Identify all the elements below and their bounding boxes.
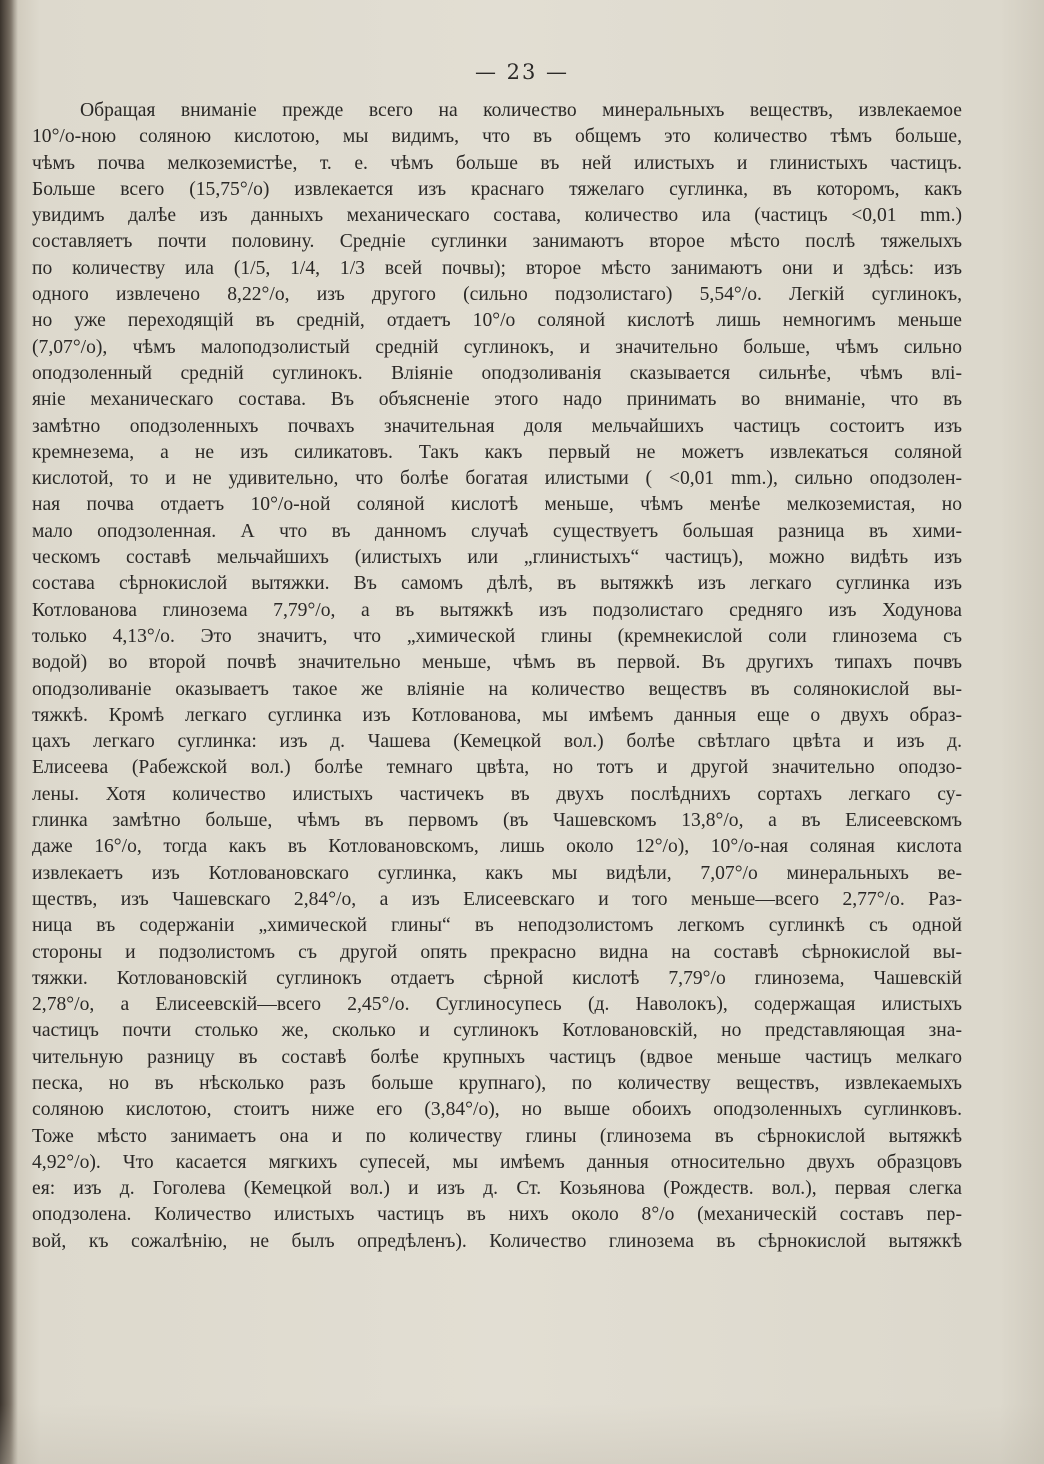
text-line: (7,07°/о), чѣмъ малоподзолистый средній суглинокъ, и значительно больше, чѣмъ сильно: [32, 336, 962, 358]
text-line: 4,92°/о). Что касается мягкихъ супесей, мы имѣемъ данныя относительно двухъ образцовъ: [32, 1151, 962, 1173]
text-line: оподзоленный средній суглинокъ. Вліяніе оподзоливанія сказывается сильнѣе, чѣмъ влі-: [32, 362, 962, 384]
text-line: цахъ легкаго суглинка: изъ д. Чашева (Кемецкой вол.) болѣе свѣтлаго цвѣта и изъ д.: [32, 731, 962, 753]
text-line: кремнезема, а не изъ силикатовъ. Такъ какъ первый не можетъ извлекаться соляной: [32, 441, 962, 463]
text-line: глинка замѣтно больше, чѣмъ въ первомъ (въ Чашевскомъ 13,8°/о, а въ Елисеевскомъ: [32, 810, 962, 832]
page-bottom-shading: [0, 1404, 1044, 1464]
text-line: чительную разницу въ составѣ болѣе крупныхъ частицъ (вдвое меньше частицъ мелкаго: [32, 1046, 962, 1068]
text-line: вой, къ сожалѣнію, не былъ опредѣленъ). Количество глинозема въ сѣрнокислой вытяжкѣ: [32, 1230, 962, 1252]
text-line: песка, но въ нѣсколько разъ больше крупнаго), по количеству веществъ, извлекаемыхъ: [32, 1072, 962, 1094]
text-line: извлекаетъ изъ Котловановскаго суглинка, какъ мы видѣли, 7,07°/о минеральныхъ ве-: [32, 862, 962, 884]
text-line: ная почва отдаетъ 10°/о-ной соляной кислотѣ меньше, чѣмъ менѣе мелкоземистая, но: [32, 494, 962, 516]
text-line: ществъ, изъ Чашевскаго 2,84°/о, а изъ Елисеевскаго и того меньше—всего 2,77°/о. Раз-: [32, 888, 962, 910]
text-line: кислотой, то и не удивительно, что болѣе богатая илистыми ( <0,01 mm.), сильно оподзолен-: [32, 468, 962, 490]
text-line: мало оподзоленная. А что въ данномъ случаѣ существуетъ большая разница въ хими-: [32, 520, 962, 542]
text-line: стороны и подзолистомъ съ другой опять прекрасно видна на составѣ сѣрнокислой вы-: [32, 941, 962, 963]
text-line: ческомъ составѣ мельчайшихъ (илистыхъ или „глинистыхъ“ частицъ), можно видѣть изъ: [32, 547, 962, 569]
text-line: Обращая вниманіе прежде всего на количество минеральныхъ веществъ, извлекаемое: [80, 100, 962, 121]
text-line: составляетъ почти половину. Средніе суглинки занимаютъ второе мѣсто послѣ тяжелыхъ: [32, 231, 962, 253]
text-line: водой) во второй почвѣ значительно меньше, чѣмъ въ первой. Въ другихъ типахъ почвъ: [32, 652, 962, 674]
text-line: ея: изъ д. Гоголева (Кемецкой вол.) и изъ д. Ст. Козьянова (Рождеств. вол.), первая слегка: [32, 1178, 962, 1200]
page-number: — 23 —: [474, 60, 570, 84]
text-line: только 4,13°/о. Это значитъ, что „химической глины (кремнекислой соли глинозема съ: [32, 625, 962, 647]
text-line: Елисеева (Рабежской вол.) болѣе темнаго цвѣта, но тотъ и другой значительно оподзо-: [32, 757, 962, 779]
text-line: Котлованова глинозема 7,79°/о, а въ вытяжкѣ изъ подзолистаго средняго изъ Ходунова: [32, 599, 962, 621]
text-line: чѣмъ почва мелкоземистѣе, т. е. чѣмъ больше въ ней илистыхъ и глинистыхъ частицъ.: [32, 152, 962, 174]
text-line: оподзоливаніе оказываетъ такое же вліяніе на количество веществъ въ солянокислой вы-: [32, 678, 962, 700]
text-line: ница въ содержаніи „химической глины“ въ неподзолистомъ легкомъ суглинкѣ съ одной: [32, 915, 962, 937]
text-line: но уже переходящій въ средній, отдаетъ 10°/о соляной кислотѣ лишь немногимъ меньше: [32, 310, 962, 332]
text-line: 2,78°/о, а Елисеевскій—всего 2,45°/о. Суглиносупесь (д. Наволокъ), содержащая илистыхъ: [32, 994, 962, 1016]
text-line: оподзолена. Количество илистыхъ частицъ въ нихъ около 8°/о (механическій составъ пер-: [32, 1204, 962, 1226]
text-line: замѣтно оподзоленныхъ почвахъ значительная доля мельчайшихъ частицъ состоитъ изъ: [32, 415, 962, 437]
text-line: Больше всего (15,75°/о) извлекается изъ краснаго тяжелаго суглинка, въ которомъ, какъ: [32, 178, 962, 200]
text-line: по количеству ила (1/5, 1/4, 1/3 всей почвы); второе мѣсто занимаютъ они и здѣсь: изъ: [32, 257, 962, 279]
page-spine-shadow: [0, 0, 18, 1464]
text-line: 10°/о-ною соляною кислотою, мы видимъ, что въ общемъ это количество тѣмъ больше,: [32, 126, 962, 148]
text-line: соляною кислотою, стоитъ ниже его (3,84°/о), но выше обоихъ оподзоленныхъ суглинковъ.: [32, 1099, 962, 1121]
text-line: одного извлечено 8,22°/о, изъ другого (сильно подзолистаго) 5,54°/о. Легкій суглинокъ,: [32, 284, 962, 306]
body-paragraph: [32, 98, 962, 1255]
text-line: состава сѣрнокислой вытяжки. Въ самомъ дѣлѣ, въ вытяжкѣ изъ легкаго суглинка изъ: [32, 573, 962, 595]
text-line: лены. Хотя количество илистыхъ частичекъ въ двухъ послѣднихъ сортахъ легкаго су-: [32, 783, 962, 805]
text-line: тяжкѣ. Кромѣ легкаго суглинка изъ Котлованова, мы имѣемъ данныя еще о двухъ образ-: [32, 704, 962, 726]
text-line: даже 16°/о, тогда какъ въ Котловановскомъ, лишь около 12°/о), 10°/о-ная соляная кислота: [32, 836, 962, 858]
text-line: увидимъ далѣе изъ данныхъ механическаго состава, количество ила (частицъ <0,01 mm.): [32, 205, 962, 227]
text-line: Тоже мѣсто занимаетъ она и по количеству глины (глинозема въ сѣрнокислой вытяжкѣ: [32, 1125, 962, 1147]
text-line: частицъ почти столько же, сколько и суглинокъ Котловановскій, но представляющая зна-: [32, 1020, 962, 1042]
text-line: тяжки. Котловановскій суглинокъ отдаетъ сѣрной кислотѣ 7,79°/о глинозема, Чашевскій: [32, 967, 962, 989]
text-line: яніе механическаго состава. Въ объясненіе этого надо принимать во вниманіе, что въ: [32, 389, 962, 411]
